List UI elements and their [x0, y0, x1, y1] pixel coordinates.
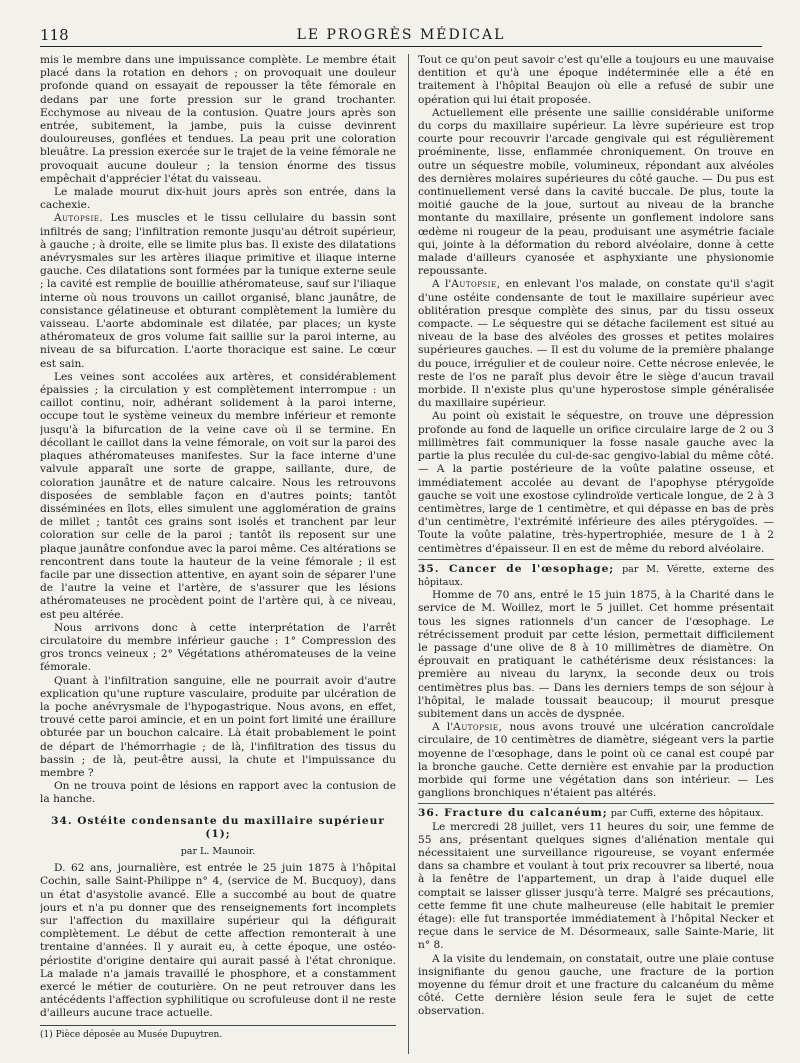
- paragraph: Actuellement elle présente une saillie considérable uniforme du corps du maxillaire supérieur. La lèvre supérieure est trop courte pour recouvrir l'arcade gengivale qui est régulièrement proéminente, lisse, enflammée chroniquement. On trouve en outre un séquestre mobile, volumineux, répondant aux alvéoles des dernières molaires supérieures du côté gauche. — Du pus est continuellement versé dans la cavité buccale. De plus, toute la moitié gauche de la joue, surtout au niveau de la branche montante du maxillaire, présente un gonflement indolore sans œdème ni rougeur de la peau, produisant une asymétrie faciale qui, jointe à la déformation du rebord alvéolaire, donne à cette malade d'ailleurs cyanosée et asphyxiante une physionomie repoussante.: [418, 106, 774, 278]
- header-rule: [40, 46, 762, 47]
- journal-title: LE PROGRÈS MÉDICAL: [296, 27, 506, 43]
- paragraph: Les veines sont accolées aux artères, et considérablement épaissies ; la circulation y est complètement interrompue : un caillot continu, noir, adhérant solidement à la paroi interne, occupe tout le système veineux du membre inférieur et remonte jusqu'à la bifurcation de la veine cave où il se termine. En décollant le caillot dans la veine fémorale, on voit sur la paroi des plaques athéromateuses manifestes. Sur la face interne d'une valvule apparaît une sorte de grappe, saillante, dure, de coloration jaunâtre et de nature calcaire. Nous les retrouvons disposées de semblable façon en d'autres points; tantôt disséminées en îlots, elles simulent une agglomération de grains de millet ; tantôt ces grains sont isolés et tranchent par leur coloration sur celle de la paroi ; tantôt ils reposent sur une plaque jaunâtre confondue avec la paroi même. Ces altérations se rencontrent dans toute la hauteur de la veine fémorale ; il est facile par une dissection attentive, en ayant soin de séparer l'une de l'autre la veine et l'artère, de s'assurer que les lésions athéromateuses ne procèdent point de l'artère qui, à ce niveau, est peu altérée.: [40, 370, 396, 621]
- page-header: [40, 26, 762, 46]
- paragraph: Nous arrivons donc à cette interprétation de l'arrêt circulatoire du membre inférieur gauche : 1° Compression des gros troncs veineux ; 2° Végétations athéromateuses de la veine fémorale.: [40, 621, 396, 674]
- column-rule: [408, 54, 409, 1054]
- paragraph-text: en enlevant l'os malade, on constate qu'il s'agit d'une ostéite condensante de tout le maxillaire supérieur avec oblitération presque complète des sinus, par du tissu osseux compacte. — Le séquestre qui se détache facilement est situé au niveau de la base des alvéoles des grosses et petites molaires supérieures gauches. — Il est du volume de la première phalange du pouce, irrégulier et de couleur noire. Cette nécrose enlevée, le reste de l'os ne paraît plus devoir être le siège d'aucun travail morbide. Il n'existe plus qu'une hyperostose simple généralisée du maxillaire supérieur.: [418, 278, 774, 410]
- paragraph: Le malade mourut dix-huit jours après son entrée, dans la cachexie.: [40, 186, 396, 212]
- case-author: par L. Maunoir.: [180, 845, 256, 857]
- paragraph: [418, 278, 774, 410]
- case-heading: [418, 563, 774, 589]
- paragraph: [418, 721, 774, 800]
- section-rule: [418, 803, 774, 804]
- case-title: 36. Fracture du calcanéum;: [418, 807, 608, 820]
- footnote: (1) Pièce déposée au Musée Dupuytren.: [40, 1029, 223, 1040]
- paragraph: Tout ce qu'on peut savoir c'est qu'elle a toujours eu une mauvaise dentition et qu'à une époque indéterminée elle a été en traitement à l'hôpital Beaujon où elle a refusé de subir une opération qui lui était proposée.: [418, 54, 774, 106]
- case-author: par M. Vérette, externe des hôpitaux.: [418, 563, 774, 588]
- paragraph-text: nous avons trouvé une ulcération cancroïdale circulaire, de 10 centimètres de diamètre, siégeant vers la partie moyenne de l'œsophage, dans le point où ce canal est coupé par la bronche gauche. Cette dernière est envahie par la production morbide qui forme une végétation dans son intérieur. — Les ganglions bronchiques n'étaient pas altérés.: [418, 721, 774, 800]
- paragraph-text: Les muscles et le tissu cellulaire du bassin sont infiltrés de sang; l'infiltration remonte jusqu'au détroit supérieur, à gauche ; à droite, elle se limite plus bas. Il existe des dilatations anévrysmales sur les artères iliaque primitive et iliaque interne gauche. Ces dilatations sont formées par la tunique externe seule ; la cavité est remplie de bouillie athéromateuse, sauf sur l'iliaque interne où nous trouvons un caillot organisé, blanc jaunâtre, de consistance gélatineuse et obturant complètement la lumière du vaisseau. L'aorte abdominale est dilatée, par places; un kyste athéromateux de gros volume fait saillie sur la paroi interne, au niveau de sa bifurcation. L'aorte thoracique est saine. Le cœur est sain.: [40, 212, 396, 370]
- autopsy-label: Autopsie,: [453, 721, 503, 734]
- paragraph: D. 62 ans, journalière, est entrée le 25 juin 1875 à l'hôpital Cochin, salle Saint-Philippe n° 4, (service de M. Bucquoy), dans un état d'asystolie avancé. Elle a succombé au bout de quatre jours et n'a pu donner que des renseignements fort incomplets sur l'affection du maxillaire supérieur qui la défigurait complètement. Le début de cette affection remonterait à une trentaine d'années. Il y aurait eu, à cette époque, une ostéo-périostite d'origine dentaire qui aurait passé à l'état chronique. La malade n'a jamais travaillé le phosphore, et a constamment exercé le métier de couturière. On ne peut retrouver dans les antécédents l'affection syphilitique ou scrofuleuse dont il ne reste d'ailleurs aucune trace actuelle.: [40, 862, 396, 1020]
- footnote-rule: [40, 1025, 396, 1026]
- page-number: 118: [40, 26, 69, 44]
- paragraph-text: A l': [432, 278, 452, 291]
- paragraph: A la visite du lendemain, on constatait, outre une plaie contuse insignifiante du genou gauche, une fracture de la portion moyenne du fémur droit et une fracture du calcanéum du même côté. Cette dernière lésion seule fera le sujet de cette observation.: [418, 952, 774, 1018]
- paragraph: Le mercredi 28 juillet, vers 11 heures du soir, une femme de 55 ans, présentant quelques signes d'aliénation mentale qui nécessitaient une surveillance rigoureuse, se voyant enfermée dans sa chambre et voulant à tout prix recouvrer sa liberté, noua à la fenêtre de l'appartement, un drap à l'aide duquel elle comptait se laisser glisser jusqu'à terre. Malgré ses précautions, cette femme fit une chute malheureuse (elle habitait le premier étage): elle fut transportée immédiatement à l'hôpital Necker et reçue dans le service de M. Désormeaux, salle Sainte-Marie, lit n° 8.: [418, 820, 774, 952]
- case-title: 34. Ostéite condensante du maxillaire supérieur (1);: [51, 814, 385, 840]
- case-heading: [40, 815, 396, 841]
- autopsy-label: Autopsie.: [54, 212, 104, 225]
- case-title: 35. Cancer de l'œsophage;: [418, 562, 615, 575]
- paragraph: [40, 212, 396, 370]
- paragraph: Au point où existait le séquestre, on trouve une dépression profonde au fond de laquelle un orifice circulaire large de 2 ou 3 millimètres fait communiquer la fosse nasale gauche avec la partie la plus reculée du cul-de-sac gengivo-labial du même côté. — A la partie postérieure de la voûte palatine osseuse, et immédiatement accolée au devant de l'apophyse ptérygoïde gauche se voit une exostose cylindroïde verticale longue, de 2 à 3 centimètres, large de 1 centimètre, et qui dépasse en bas de près d'un centimètre, l'extrémité inférieure des ailes ptérygoïdes. — Toute la voûte palatine, très-hypertrophiée, mesure de 1 à 2 centimètres d'épaisseur. Il en est de même du rebord alvéolaire.: [418, 410, 774, 555]
- paragraph: mis le membre dans une impuissance complète. Le membre était placé dans la rotation en dehors ; on provoquait une douleur profonde quand on essayait de repousser la tête fémorale en dedans par une forte pression sur le grand trochanter. Ecchymose au niveau de la contusion. Quatre jours après son entrée, subitement, la jambe, puis la cuisse devinrent douloureuses, gonflées et tendues. La peau prit une coloration bleuâtre. La pression exercée sur le trajet de la veine fémorale ne provoquait aucune douleur ; la tension énorme des tissus empêchait d'apprécier l'état du vaisseau.: [40, 54, 396, 185]
- paragraph: Homme de 70 ans, entré le 15 juin 1875, à la Charité dans le service de M. Woillez, mort le 5 juillet. Cet homme présentait tous les signes rationnels d'un cancer de l'œsophage. Le rétrécissement produit par cette lésion, permettait difficilement le passage d'une olive de 8 à 10 millimètres de diamètre. On éprouvait en pratiquant le cathétérisme deux résistances: la première au niveau du larynx, la seconde deux ou trois centimètres plus bas. — Dans les derniers temps de son séjour à l'hôpital, le malade toussait beaucoup; il mourut presque subitement dans un accès de dyspnée.: [418, 589, 774, 720]
- paragraph-text: A l': [432, 721, 454, 734]
- case-heading: [418, 807, 774, 820]
- autopsy-label: Autopsie,: [451, 278, 501, 291]
- case-author: par Cuffi, externe des hôpitaux.: [607, 808, 764, 820]
- paragraph: On ne trouva point de lésions en rapport avec la contusion de la hanche.: [40, 780, 396, 806]
- section-rule: [418, 559, 774, 560]
- right-column: [418, 54, 774, 1054]
- left-column: [40, 54, 396, 1054]
- paragraph: Quant à l'infiltration sanguine, elle ne pourrait avoir d'autre explication qu'une rupture vasculaire, produite par ulcération de la poche anévrysmale de l'hypogastrique. Nous avons, en effet, trouvé cette paroi amincie, et en un point fort limité une éraillure obturée par un bouchon calcaire. Là était probablement le point de départ de l'hémorrhagie ; de là, l'infiltration des tissus du bassin ; de là, peut-être aussi, la chute et l'impuissance du membre ?: [40, 674, 396, 779]
